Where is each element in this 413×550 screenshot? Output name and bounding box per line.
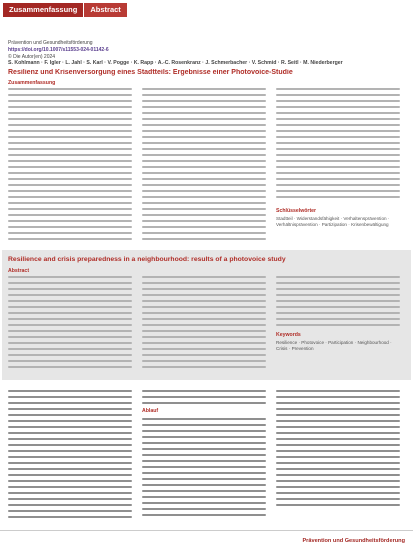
footer-rule (0, 530, 413, 531)
article-title-en: Resilience and crisis preparedness in a neighbourhood: results of a photovoice study (8, 256, 286, 263)
body-col-3 (276, 390, 400, 510)
keywords-list: Resilience · Photovoice · Participation · Neighbourhood · Crisis · Prevention (276, 340, 392, 351)
abstract-col-3 (276, 276, 400, 330)
journal-line: Prävention und Gesundheitsförderung (8, 40, 93, 46)
schluesselwoerter-block (276, 208, 400, 228)
zusammenfassung-heading: Zusammenfassung (8, 80, 56, 86)
body-col-1 (8, 390, 132, 522)
header-bar (0, 0, 413, 28)
copyright-line: © Die Autor(en) 2024 (8, 54, 56, 60)
article-title-de: Resilienz und Krisenversorgung eines Stadtteils: Ergebnisse einer Photovoice-Studie (8, 69, 293, 76)
tab-zusammenfassung[interactable]: Zusammenfassung (3, 3, 83, 17)
zusammenfassung-col-1 (8, 88, 132, 244)
body-col-2b (142, 418, 266, 520)
schluesselwoerter-heading: Schlüsselwörter (276, 208, 317, 214)
author-list: S. Kohlmann · F. Igler · L. Jahl · S. Karl · V. Pogge · K. Rapp · A.-C. Rosenkranz · J. Schmerbacher · V. Schmid · R. Seitl · M. Niederberger (8, 60, 343, 66)
footer-bar (0, 532, 413, 550)
abstract-col-2 (142, 276, 266, 372)
abstract-heading: Abstract (8, 268, 30, 274)
keywords-heading: Keywords (276, 332, 301, 338)
body-col-2a (142, 390, 266, 408)
schluesselwoerter-list: Stadtteil · Widerstandsfähigkeit · Verhaltensprävention · Verhältnisprävention · Partizipation · Krisenbewältigung (276, 216, 390, 227)
ablauf-heading: Ablauf (142, 408, 159, 414)
zusammenfassung-col-2 (142, 88, 266, 244)
zusammenfassung-col-3 (276, 88, 400, 202)
footer-journal-label: Prävention und Gesundheitsförderung (302, 538, 405, 544)
tab-abstract[interactable]: Abstract (84, 3, 126, 17)
section-tabs (3, 3, 128, 17)
abstract-col-1 (8, 276, 132, 372)
doi-link[interactable]: https://doi.org/10.1007/s11553-024-01142-6 (8, 47, 109, 53)
article-meta (8, 40, 109, 61)
keywords-block (276, 332, 400, 352)
